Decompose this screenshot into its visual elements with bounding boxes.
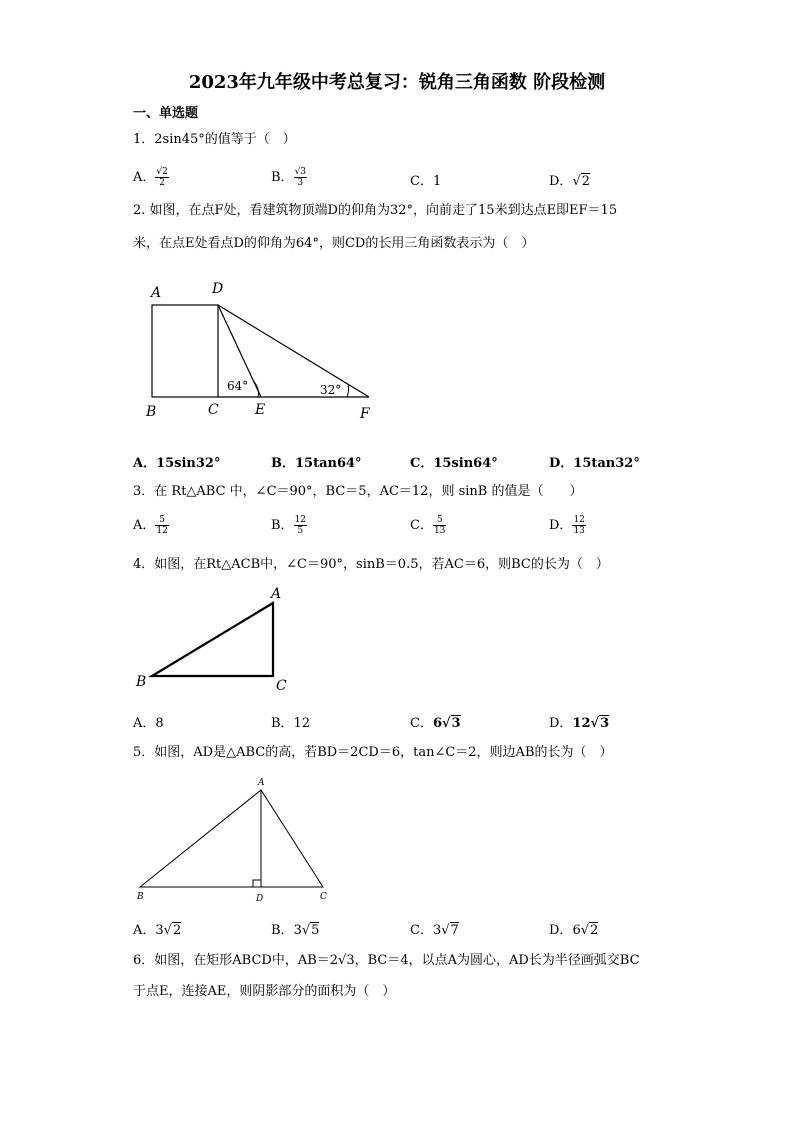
- fraction: [294, 167, 307, 188]
- numerator: 5: [433, 515, 446, 526]
- angle-arc-f: [347, 384, 349, 397]
- q5-option-d[interactable]: D．6√2: [549, 923, 599, 938]
- q1-option-a[interactable]: [133, 166, 169, 188]
- question-3-stem: 3．在 Rt△ABC 中，∠C＝90°，BC＝5，AC＝12，则 sinB 的值是（ ）: [133, 484, 583, 499]
- question-2-line-2: 米，在点E处看点D的仰角为64°，则CD的长用三角函数表示为（ ）: [133, 236, 535, 251]
- denominator: 5: [297, 526, 304, 536]
- option-label: B．: [271, 923, 294, 938]
- option-label: A．: [133, 923, 156, 938]
- label-b: B: [146, 404, 157, 420]
- denominator: 3: [297, 178, 304, 188]
- q2-option-b[interactable]: B．15tan64°: [271, 456, 362, 471]
- right-angle-mark: [253, 880, 261, 887]
- q4-option-a[interactable]: A．8: [133, 716, 164, 731]
- question-6-line-1: 6．如图，在矩形ABCD中，AB＝2√3，BC＝4，以点A为圆心，AD长为半径画弧交BC: [133, 953, 640, 968]
- q5-option-b[interactable]: B．3√5: [271, 923, 320, 938]
- triangle-acb: [152, 603, 273, 676]
- radicand: 2: [172, 923, 182, 938]
- denominator: 13: [433, 526, 446, 536]
- label-c: C: [208, 402, 219, 418]
- fraction: [572, 515, 585, 536]
- option-label: C．: [410, 518, 433, 533]
- q3-option-a[interactable]: [133, 514, 169, 536]
- option-label: C．: [410, 923, 433, 938]
- angle-label-64: 64°: [227, 379, 249, 393]
- figure-q5-triangle: [130, 772, 340, 907]
- coefficient: 3: [432, 923, 442, 938]
- radicand: 5: [311, 923, 320, 938]
- fraction: [294, 515, 307, 536]
- coefficient: 12: [572, 716, 591, 731]
- q4-option-d[interactable]: D．12√3: [549, 716, 610, 731]
- radicand: 2: [590, 923, 599, 938]
- option-label: D．: [549, 174, 573, 189]
- denominator: 2: [159, 178, 165, 188]
- radicand: 7: [450, 923, 459, 938]
- fraction: [155, 515, 168, 536]
- q2-option-d[interactable]: D．15tan32°: [549, 456, 640, 471]
- question-5-stem: 5．如图，AD是△ABC的高，若BD＝2CD＝6，tan∠C＝2，则边AB的长为（ ）: [133, 745, 613, 760]
- label-d: D: [212, 281, 224, 297]
- section-heading: 一、单选题: [133, 106, 199, 121]
- coefficient: 3: [293, 923, 302, 938]
- label-a: A: [151, 285, 162, 301]
- coefficient: 6: [432, 716, 442, 731]
- q5-option-a[interactable]: A．3√2: [133, 923, 182, 938]
- numerator: 12: [294, 515, 307, 525]
- q1-option-b[interactable]: [271, 166, 307, 188]
- label-c: C: [276, 678, 287, 694]
- question-6-line-2: 于点E，连接AE，则阴影部分的面积为（ ）: [133, 984, 396, 999]
- coefficient: 3: [155, 923, 164, 938]
- option-label: A．: [133, 170, 156, 185]
- question-2-line-1: 2. 如图，在点F处，看建筑物顶端D的仰角为32°，向前走了15米到达点E即EF＝15: [133, 203, 618, 218]
- radicand: 3: [600, 716, 610, 731]
- label-a: A: [271, 586, 282, 602]
- denominator: 12: [156, 526, 168, 536]
- option-label: A．: [133, 518, 156, 533]
- label-d: D: [256, 894, 264, 904]
- option-label: D．: [549, 923, 573, 938]
- q2-option-c[interactable]: C．15sin64°: [410, 456, 498, 471]
- figure-q4-triangle: [130, 582, 300, 694]
- label-f: F: [360, 406, 370, 422]
- option-label: B．: [271, 170, 294, 185]
- option-label: D．: [549, 518, 573, 533]
- label-a: A: [258, 778, 265, 788]
- fraction: [433, 515, 446, 536]
- angle-label-32: 32°: [320, 383, 342, 397]
- q3-option-b[interactable]: [271, 514, 307, 536]
- q3-option-c[interactable]: [410, 514, 446, 536]
- option-label: D．: [549, 716, 573, 731]
- figure-q2-building: [140, 278, 380, 423]
- q1-option-d[interactable]: D．√2: [549, 174, 591, 189]
- q4-option-c[interactable]: C．6√3: [410, 716, 461, 731]
- triangle-abc: [140, 790, 323, 887]
- question-1-stem: 1．2sin45°的值等于（ ）: [133, 132, 296, 147]
- option-label: B．: [271, 518, 294, 533]
- label-e: E: [255, 402, 266, 418]
- radicand: 2: [581, 174, 591, 189]
- fraction: [155, 167, 168, 188]
- label-b: B: [137, 892, 144, 902]
- question-4-stem: 4．如图，在Rt△ACB中，∠C＝90°，sinB＝0.5，若AC＝6，则BC的长为（ ）: [133, 557, 609, 572]
- q3-option-d[interactable]: [549, 514, 586, 536]
- denominator: 13: [573, 526, 585, 536]
- q5-option-c[interactable]: C．3√7: [410, 923, 459, 938]
- option-label: C．: [410, 716, 433, 731]
- numerator: √2: [156, 167, 168, 177]
- q2-option-a[interactable]: A．15sin32°: [133, 456, 221, 471]
- numerator: 12: [573, 515, 585, 525]
- angle-arc-e: [253, 381, 258, 397]
- numerator: √3: [294, 167, 307, 177]
- page-title: 2023年九年级中考总复习：锐角三角函数 阶段检测: [188, 72, 606, 93]
- radicand: 3: [451, 716, 461, 731]
- label-b: B: [136, 674, 147, 690]
- coefficient: 6: [572, 923, 581, 938]
- q1-option-c[interactable]: C．1: [410, 174, 442, 189]
- numerator: 5: [155, 515, 168, 526]
- label-c: C: [320, 892, 327, 902]
- q4-option-b[interactable]: B．12: [271, 716, 311, 731]
- building-rect: [152, 305, 218, 397]
